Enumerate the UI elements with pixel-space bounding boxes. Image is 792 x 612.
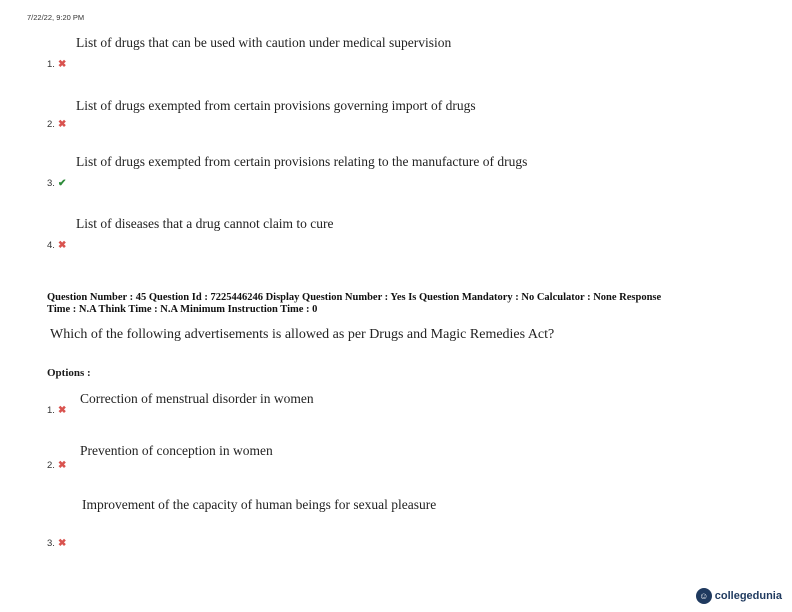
option-1-number <box>47 405 66 416</box>
cross-icon: ✖ <box>57 119 67 130</box>
option-number: 4. <box>47 240 55 251</box>
timestamp: 7/22/22, 9:20 PM <box>27 13 85 22</box>
prev-option-1-text: List of drugs that can be used with caution under medical supervision <box>76 35 452 50</box>
option-number: 3. <box>47 538 55 549</box>
question-meta-line-2: Time : N.A Think Time : N.A Minimum Instruction Time : 0 <box>47 304 318 315</box>
question-text: Which of the following advertisements is allowed as per Drugs and Magic Remedies Act? <box>50 327 555 342</box>
cross-icon: ✖ <box>57 405 67 416</box>
logo-icon: ☺ <box>696 588 712 604</box>
options-label: Options : <box>47 367 91 379</box>
collegedunia-logo <box>696 588 782 604</box>
option-number: 3. <box>47 178 55 189</box>
option-number: 1. <box>47 405 55 416</box>
option-2-text: Prevention of conception in women <box>80 443 273 458</box>
prev-option-3-number <box>47 178 66 189</box>
option-number: 2. <box>47 119 55 130</box>
option-number: 2. <box>47 460 55 471</box>
prev-option-4-text: List of diseases that a drug cannot claim to cure <box>76 216 334 231</box>
option-1-text: Correction of menstrual disorder in women <box>80 391 314 406</box>
cross-icon: ✖ <box>57 460 67 471</box>
prev-option-2-number <box>47 119 66 130</box>
logo-text: collegedunia <box>714 589 782 602</box>
prev-option-2-text: List of drugs exempted from certain provisions governing import of drugs <box>76 98 476 113</box>
option-3-number <box>47 538 66 549</box>
cross-icon: ✖ <box>57 59 67 70</box>
check-icon: ✔ <box>57 178 67 189</box>
cross-icon: ✖ <box>57 538 67 549</box>
prev-option-4-number <box>47 240 66 251</box>
option-number: 1. <box>47 59 55 70</box>
prev-option-1-number <box>47 59 66 70</box>
cross-icon: ✖ <box>57 240 67 251</box>
option-2-number <box>47 460 66 471</box>
option-3-text: Improvement of the capacity of human beings for sexual pleasure <box>82 497 437 512</box>
prev-option-3-text: List of drugs exempted from certain provisions relating to the manufacture of drugs <box>76 154 528 169</box>
question-meta-line-1: Question Number : 45 Question Id : 7225446246 Display Question Number : Yes Is Question Mandatory : No Calculator : None Response <box>47 292 662 303</box>
